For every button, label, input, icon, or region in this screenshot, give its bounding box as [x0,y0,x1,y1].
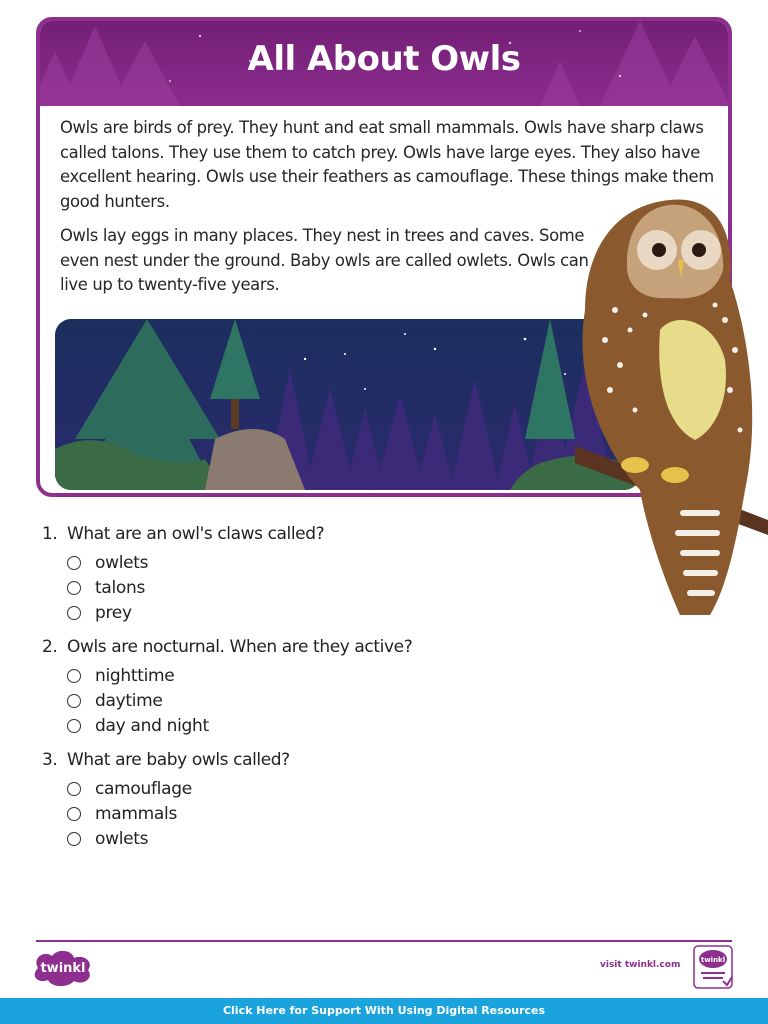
answer-option[interactable] [67,663,562,688]
option-label: camouflage [95,778,192,799]
twinkl-logo[interactable] [30,948,96,986]
radio-circle-icon[interactable] [67,782,81,796]
option-label: talons [95,577,146,598]
visit-link[interactable]: visit twinkl.com [600,960,681,970]
answer-option[interactable] [67,575,562,600]
option-label: prey [95,602,132,623]
question-text: What are baby owls called? [67,750,290,770]
question-1 [42,522,562,625]
option-label: mammals [95,803,177,824]
radio-circle-icon[interactable] [67,719,81,733]
paragraph-1: Owls are birds of prey. They hunt and eat small mammals. Owls have sharp claws called talons. They use them to catch prey. Owls have large eyes. They also have excellent hearing. Owls use their feathers as camouflage. These things make them good hunters. [60,118,714,211]
badge-text: twinkl [700,956,726,964]
option-label: day and night [95,715,209,736]
answer-option[interactable] [67,688,562,713]
answer-option[interactable] [67,826,562,851]
radio-circle-icon[interactable] [67,807,81,821]
answer-option[interactable] [67,600,562,625]
answer-option[interactable] [67,713,562,738]
question-number: 1. [42,524,58,544]
radio-circle-icon[interactable] [67,556,81,570]
option-label: nighttime [95,665,175,686]
logo-text: twinkl [40,961,86,976]
forest-scene [55,319,640,490]
question-text: Owls are nocturnal. When are they active? [67,637,413,657]
radio-circle-icon[interactable] [67,581,81,595]
option-label: owlets [95,828,149,849]
footer-divider [36,940,732,942]
answer-option[interactable] [67,801,562,826]
radio-circle-icon[interactable] [67,694,81,708]
radio-circle-icon[interactable] [67,669,81,683]
answer-option[interactable] [67,550,562,575]
question-3 [42,748,562,851]
quiz-questions [42,522,562,851]
page-title: All About Owls [247,39,521,79]
radio-circle-icon[interactable] [67,606,81,620]
radio-circle-icon[interactable] [67,832,81,846]
question-number: 3. [42,750,58,770]
option-label: daytime [95,690,163,711]
question-2 [42,635,562,738]
owl-illustration [575,190,768,620]
title-banner [40,21,728,106]
question-number: 2. [42,637,58,657]
answer-option[interactable] [67,776,562,801]
quality-badge-icon [693,945,733,989]
question-text: What are an owl's claws called? [67,524,325,544]
option-label: owlets [95,552,149,573]
paragraph-2: Owls lay eggs in many places. They nest in trees and caves. Some even nest under the ground. Baby owls are called owlets. Owls can live up to twenty-five years. [60,226,589,294]
support-link-bar[interactable]: Click Here for Support With Using Digital Resources [0,998,768,1024]
